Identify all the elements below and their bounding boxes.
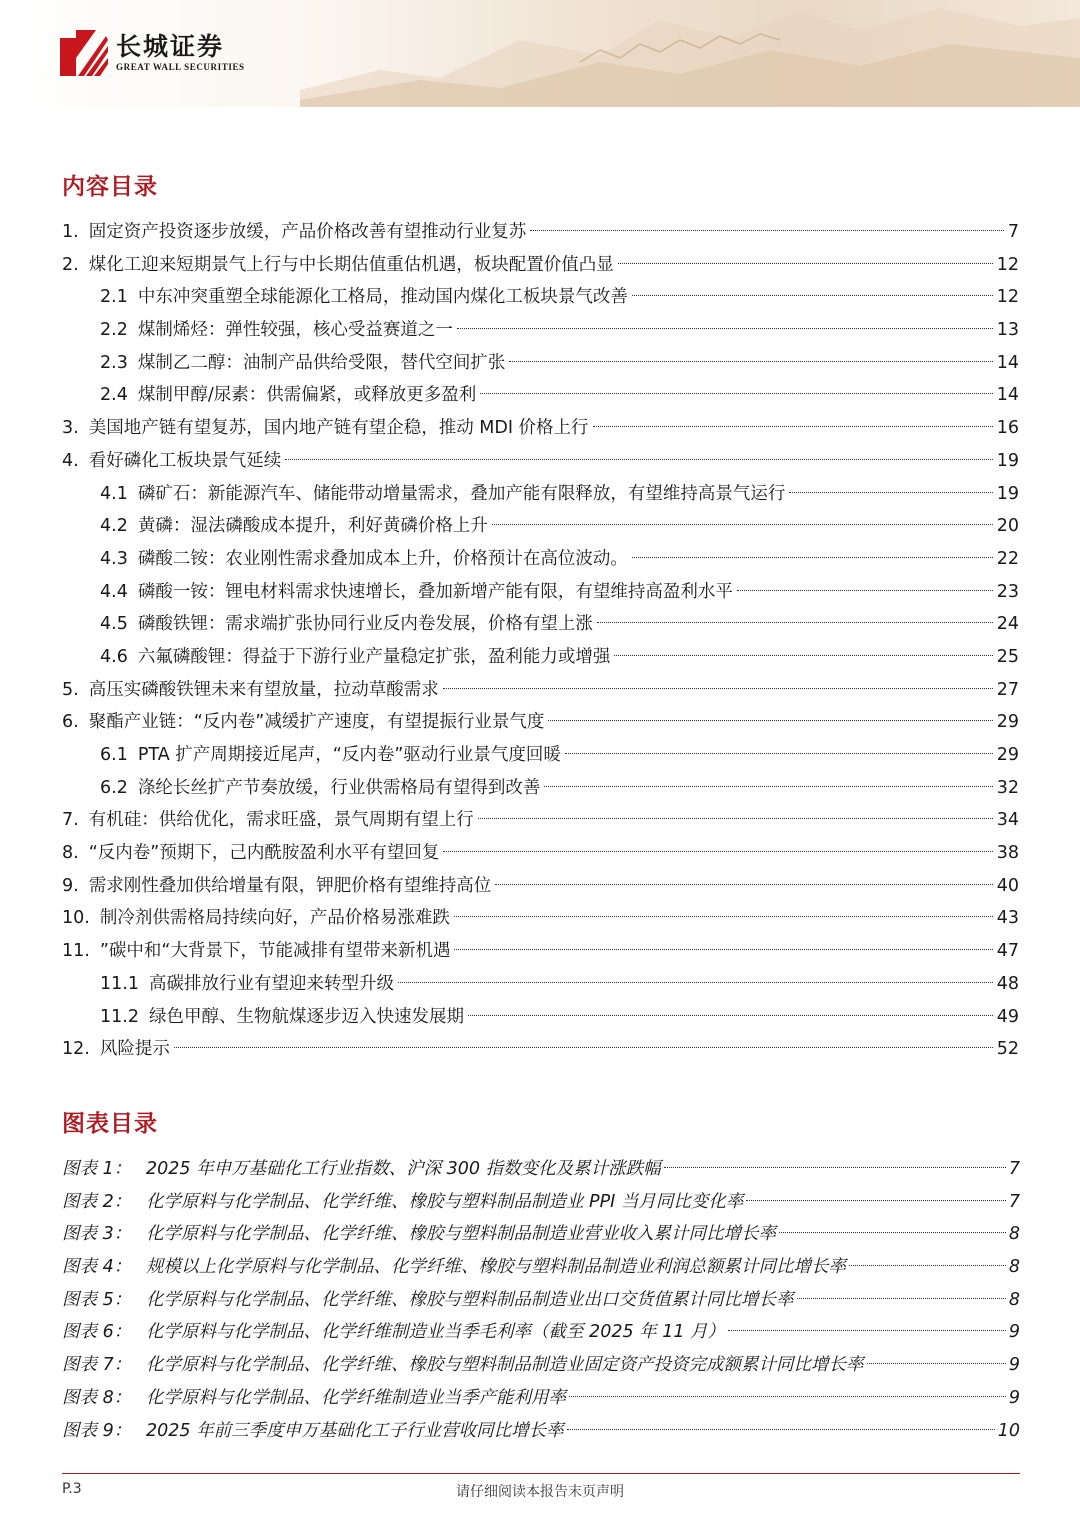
figure-entry-num: 图表 5： bbox=[62, 1289, 132, 1310]
toc-entry-num: 6. bbox=[62, 712, 79, 733]
toc-entry-page: 43 bbox=[996, 908, 1019, 929]
toc-entry-leader bbox=[443, 851, 992, 852]
toc-entry-title: 高碳排放行业有望迎来转型升级 bbox=[148, 973, 394, 994]
toc-entry-leader bbox=[789, 492, 992, 493]
figure-entry-leader bbox=[664, 1167, 1006, 1168]
toc-entry[interactable] bbox=[62, 968, 1019, 1001]
toc-entry[interactable] bbox=[62, 445, 1019, 478]
toc-entry-title: 制冷剂供需格局持续向好，产品价格易涨难跌 bbox=[99, 908, 450, 929]
toc-entry-page: 19 bbox=[996, 450, 1019, 471]
toc-entry-title: 黄磷：湿法磷酸成本提升，利好黄磷价格上升 bbox=[137, 516, 488, 537]
toc-entry-leader bbox=[618, 263, 993, 264]
toc-entry-title: 美国地产链有望复苏，国内地产链有望企稳，推动 MDI 价格上行 bbox=[88, 418, 589, 439]
toc-entry[interactable] bbox=[62, 478, 1019, 511]
toc-entry-title: 煤制甲醇/尿素：供需偏紧，或释放更多盈利 bbox=[137, 385, 477, 406]
figure-entry-num: 图表 8： bbox=[62, 1387, 132, 1408]
toc-entry[interactable] bbox=[62, 608, 1019, 641]
toc-entry-page: 32 bbox=[996, 777, 1019, 798]
figure-entry-page: 8 bbox=[1008, 1224, 1020, 1245]
toc-entry-page: 34 bbox=[996, 810, 1019, 831]
brand-name-cn: 长城证券 bbox=[116, 32, 225, 61]
toc-entry[interactable] bbox=[62, 804, 1019, 837]
figure-entry[interactable] bbox=[62, 1251, 1020, 1284]
toc-entry-leader bbox=[492, 524, 993, 525]
figure-entry-leader bbox=[867, 1363, 1006, 1364]
figure-entry-page: 10 bbox=[997, 1420, 1020, 1441]
figure-list-heading: 图表目录 bbox=[62, 1111, 158, 1137]
toc-entry-page: 19 bbox=[996, 483, 1019, 504]
toc-entry-num: 6.1 bbox=[100, 745, 128, 765]
toc-entry-num: 1. bbox=[62, 222, 79, 242]
toc-entry-leader bbox=[480, 393, 992, 394]
toc-entry[interactable] bbox=[62, 902, 1019, 935]
toc-entry-page: 52 bbox=[996, 1039, 1019, 1060]
toc-entry-title: ”碳中和“大背景下，节能减排有望带来新机遇 bbox=[99, 941, 451, 962]
toc-entry-leader bbox=[174, 1047, 993, 1048]
toc-entry[interactable] bbox=[62, 281, 1019, 314]
figure-entry-num: 图表 9： bbox=[62, 1420, 132, 1441]
toc-entry-page: 29 bbox=[996, 745, 1019, 765]
figure-entry-title: 2025 年前三季度申万基础化工子行业营收同比增长率 bbox=[146, 1420, 564, 1441]
figure-entry[interactable] bbox=[62, 1218, 1020, 1251]
figure-entry-page: 7 bbox=[1008, 1191, 1020, 1212]
footer-disclaimer: 请仔细阅读本报告末页声明 bbox=[456, 1484, 624, 1500]
toc-entry-num: 2. bbox=[62, 254, 79, 275]
toc-entry-leader bbox=[478, 818, 993, 819]
toc-entry-leader bbox=[737, 590, 993, 591]
toc-entry-page: 12 bbox=[996, 287, 1019, 308]
figure-entry-leader bbox=[849, 1265, 1006, 1266]
toc-entry[interactable] bbox=[62, 935, 1019, 968]
toc-entry[interactable] bbox=[62, 837, 1019, 870]
toc-entry-title: 磷矿石：新能源汽车、储能带动增量需求，叠加产能有限释放，有望维持高景气运行 bbox=[137, 483, 786, 504]
toc-entry-num: 4.2 bbox=[100, 516, 128, 537]
figure-entry-title: 化学原料与化学制品、化学纤维制造业当季产能利用率 bbox=[146, 1387, 566, 1408]
toc-entry[interactable] bbox=[62, 314, 1019, 347]
figure-entry-leader bbox=[569, 1396, 1006, 1397]
toc-entry-title: 聚酯产业链：“反内卷”减缓扩产速度，有望提振行业景气度 bbox=[88, 712, 545, 733]
toc-entry-page: 29 bbox=[996, 712, 1019, 733]
toc-entry-num: 6.2 bbox=[100, 777, 128, 798]
toc-entry-leader bbox=[548, 720, 992, 721]
toc-entry-leader bbox=[565, 753, 993, 754]
figure-entry[interactable] bbox=[62, 1186, 1020, 1219]
toc-entry[interactable] bbox=[62, 412, 1019, 445]
toc-entry[interactable] bbox=[62, 1033, 1019, 1066]
figure-entry-num: 图表 4： bbox=[62, 1257, 132, 1278]
toc-entry-leader bbox=[454, 916, 993, 917]
toc-entry-title: 磷酸铁锂：需求端扩张协同行业反内卷发展，价格有望上涨 bbox=[137, 614, 593, 635]
toc-entry-title: 风险提示 bbox=[99, 1039, 170, 1060]
toc-entry-title: 磷酸二铵：农业刚性需求叠加成本上升，价格预计在高位波动。 bbox=[137, 548, 628, 569]
figure-entry[interactable] bbox=[62, 1284, 1020, 1317]
toc-entry-title: 磷酸一铵：锂电材料需求快速增长，叠加新增产能有限，有望维持高盈利水平 bbox=[137, 581, 733, 602]
toc-entry-page: 14 bbox=[996, 352, 1019, 373]
toc-entry-title: 需求刚性叠加供给增量有限，钾肥价格有望维持高位 bbox=[88, 875, 492, 896]
figure-entry-num: 图表 1： bbox=[62, 1159, 132, 1179]
toc-entry-title: 六氟磷酸锂：得益于下游行业产量稳定扩张，盈利能力或增强 bbox=[137, 646, 611, 667]
figure-entry[interactable] bbox=[62, 1349, 1020, 1382]
toc-entry-num: 11.1 bbox=[100, 973, 139, 994]
toc-entry-leader bbox=[530, 230, 1004, 231]
figure-entry-page: 8 bbox=[1008, 1257, 1020, 1278]
toc-entry-page: 7 bbox=[1007, 222, 1019, 242]
figure-entry-num: 图表 2： bbox=[62, 1191, 132, 1212]
figure-entry-title: 化学原料与化学制品、化学纤维、橡胶与塑料制品制造业出口交货值累计同比增长率 bbox=[146, 1289, 794, 1310]
toc-entry-num: 4.6 bbox=[100, 646, 128, 667]
toc-entry-page: 23 bbox=[996, 581, 1019, 602]
brand-name-en: GREAT WALL SECURITIES bbox=[116, 62, 245, 72]
toc-entry[interactable] bbox=[62, 706, 1019, 739]
toc-entry-title: 中东冲突重塑全球能源化工格局，推动国内煤化工板块景气改善 bbox=[137, 287, 628, 308]
figure-entry-num: 图表 7： bbox=[62, 1355, 132, 1376]
toc-entry-leader bbox=[443, 688, 993, 689]
figure-entry[interactable] bbox=[62, 1316, 1020, 1349]
toc-entry-leader bbox=[495, 884, 993, 885]
toc-entry-num: 10. bbox=[62, 908, 90, 929]
brand-logo bbox=[60, 30, 245, 76]
toc-entry-title: 煤制烯烃：弹性较强，核心受益赛道之一 bbox=[137, 320, 453, 341]
toc-entry-leader bbox=[632, 557, 993, 558]
figure-entry-title: 2025 年申万基础化工行业指数、沪深 300 指数变化及累计涨跌幅 bbox=[146, 1159, 661, 1179]
toc-entry-page: 20 bbox=[996, 516, 1019, 537]
figure-entry[interactable] bbox=[62, 1382, 1020, 1415]
toc-entry[interactable] bbox=[62, 641, 1019, 674]
page-header bbox=[0, 0, 1080, 107]
toc-entry-page: 27 bbox=[996, 679, 1019, 700]
toc-entry[interactable] bbox=[62, 739, 1019, 772]
footer-divider bbox=[62, 1473, 1020, 1474]
figure-entry-title: 化学原料与化学制品、化学纤维、橡胶与塑料制品制造业营业收入累计同比增长率 bbox=[146, 1224, 776, 1245]
figure-entry-leader bbox=[728, 1330, 1006, 1331]
toc-entry-page: 49 bbox=[996, 1006, 1019, 1027]
toc-entry-num: 11. bbox=[62, 941, 90, 962]
toc-entry-page: 40 bbox=[996, 875, 1019, 896]
toc-entry[interactable] bbox=[62, 379, 1019, 412]
toc-entry[interactable] bbox=[62, 576, 1019, 609]
toc-entry-title: 高压实磷酸铁锂未来有望放量，拉动草酸需求 bbox=[88, 679, 439, 700]
toc-heading: 内容目录 bbox=[62, 174, 158, 200]
toc-entry-num: 4.1 bbox=[100, 483, 128, 504]
figure-entry-page: 7 bbox=[1008, 1159, 1020, 1179]
figure-entry[interactable] bbox=[62, 1415, 1020, 1448]
toc-entry[interactable] bbox=[62, 543, 1019, 576]
figure-entry-num: 图表 3： bbox=[62, 1224, 132, 1245]
great-wall-mountains-icon bbox=[300, 0, 1080, 107]
footer-page-number: P.3 bbox=[62, 1481, 82, 1497]
figure-entry-leader bbox=[779, 1232, 1006, 1233]
toc-entry[interactable] bbox=[62, 347, 1019, 380]
figure-entry-leader bbox=[567, 1429, 995, 1430]
toc-entry-leader bbox=[597, 622, 993, 623]
figure-list bbox=[62, 1153, 1020, 1447]
toc-entry-leader bbox=[285, 459, 993, 460]
toc-entry-title: PTA 扩产周期接近尾声，“反内卷”驱动行业景气度回暖 bbox=[137, 745, 561, 765]
figure-entry-num: 图表 6： bbox=[62, 1322, 132, 1343]
toc-entry-num: 4. bbox=[62, 450, 79, 471]
toc-entry[interactable] bbox=[62, 772, 1019, 805]
toc-entry-leader bbox=[544, 786, 992, 787]
toc-entry[interactable] bbox=[62, 249, 1019, 282]
great-wall-securities-logo-icon bbox=[60, 30, 108, 76]
figure-entry-title: 化学原料与化学制品、化学纤维制造业当季毛利率（截至 2025 年 11 月） bbox=[146, 1322, 726, 1343]
figure-entry-page: 9 bbox=[1008, 1355, 1020, 1376]
toc-entry-num: 2.3 bbox=[100, 352, 128, 373]
figure-entry-page: 8 bbox=[1008, 1289, 1020, 1310]
toc-entry-num: 3. bbox=[62, 418, 79, 439]
toc-entry-page: 14 bbox=[996, 385, 1019, 406]
toc-entry-num: 12. bbox=[62, 1039, 90, 1060]
toc-entry-leader bbox=[632, 295, 993, 296]
toc-entry-page: 12 bbox=[996, 254, 1019, 275]
toc-entry-title: 煤化工迎来短期景气上行与中长期估值重估机遇，板块配置价值凸显 bbox=[88, 254, 614, 275]
toc-entry-page: 22 bbox=[996, 548, 1019, 569]
toc-entry-leader bbox=[614, 655, 992, 656]
toc-entry-num: 7. bbox=[62, 810, 79, 831]
toc-entry-page: 25 bbox=[996, 646, 1019, 667]
toc-entry-num: 5. bbox=[62, 679, 79, 700]
toc-entry-leader bbox=[593, 426, 993, 427]
figure-entry-leader bbox=[797, 1298, 1006, 1299]
toc-entry-title: 涤纶长丝扩产节奏放缓，行业供需格局有望得到改善 bbox=[137, 777, 541, 798]
toc-entry-num: 8. bbox=[62, 843, 79, 864]
figure-entry-title: 化学原料与化学制品、化学纤维、橡胶与塑料制品制造业 PPI 当月同比变化率 bbox=[146, 1191, 744, 1212]
toc-entry-leader bbox=[468, 1015, 993, 1016]
figure-entry-title: 化学原料与化学制品、化学纤维、橡胶与塑料制品制造业固定资产投资完成额累计同比增长率 bbox=[146, 1355, 864, 1376]
figure-entry-page: 9 bbox=[1008, 1387, 1020, 1408]
figure-entry-leader bbox=[746, 1200, 1005, 1201]
toc-entry-num: 4.4 bbox=[100, 581, 128, 602]
toc-entry-num: 4.5 bbox=[100, 614, 128, 635]
toc-entry-page: 38 bbox=[996, 843, 1019, 864]
toc-entry[interactable] bbox=[62, 216, 1019, 249]
toc-entry[interactable] bbox=[62, 674, 1019, 707]
toc-entry[interactable] bbox=[62, 1001, 1019, 1034]
table-of-contents bbox=[62, 216, 1019, 1066]
toc-entry-title: 绿色甲醇、生物航煤逐步迈入快速发展期 bbox=[148, 1006, 464, 1027]
toc-entry-leader bbox=[457, 328, 993, 329]
toc-entry-page: 13 bbox=[996, 320, 1019, 341]
toc-entry-title: “反内卷”预期下，己内酰胺盈利水平有望回复 bbox=[88, 843, 440, 864]
figure-entry[interactable] bbox=[62, 1153, 1020, 1186]
toc-entry-page: 47 bbox=[996, 941, 1019, 962]
toc-entry-leader bbox=[398, 982, 993, 983]
toc-entry-num: 9. bbox=[62, 875, 79, 896]
toc-entry[interactable] bbox=[62, 510, 1019, 543]
toc-entry-title: 有机硅：供给优化，需求旺盛，景气周期有望上行 bbox=[88, 810, 474, 831]
figure-entry-title: 规模以上化学原料与化学制品、化学纤维、橡胶与塑料制品制造业利润总额累计同比增长率 bbox=[146, 1257, 846, 1278]
toc-entry-leader bbox=[454, 949, 992, 950]
toc-entry-num: 11.2 bbox=[100, 1006, 139, 1027]
toc-entry-num: 2.4 bbox=[100, 385, 128, 406]
toc-entry-num: 2.1 bbox=[100, 287, 128, 308]
toc-entry-num: 4.3 bbox=[100, 548, 128, 569]
toc-entry-title: 看好磷化工板块景气延续 bbox=[88, 450, 282, 471]
figure-entry-page: 9 bbox=[1008, 1322, 1020, 1343]
toc-entry-page: 24 bbox=[996, 614, 1019, 635]
toc-entry[interactable] bbox=[62, 870, 1019, 903]
toc-entry-leader bbox=[509, 361, 992, 362]
toc-entry-num: 2.2 bbox=[100, 320, 128, 341]
toc-entry-page: 16 bbox=[996, 418, 1019, 439]
toc-entry-page: 48 bbox=[996, 973, 1019, 994]
toc-entry-title: 煤制乙二醇：油制产品供给受限，替代空间扩张 bbox=[137, 352, 506, 373]
toc-entry-title: 固定资产投资逐步放缓，产品价格改善有望推动行业复苏 bbox=[88, 222, 527, 242]
